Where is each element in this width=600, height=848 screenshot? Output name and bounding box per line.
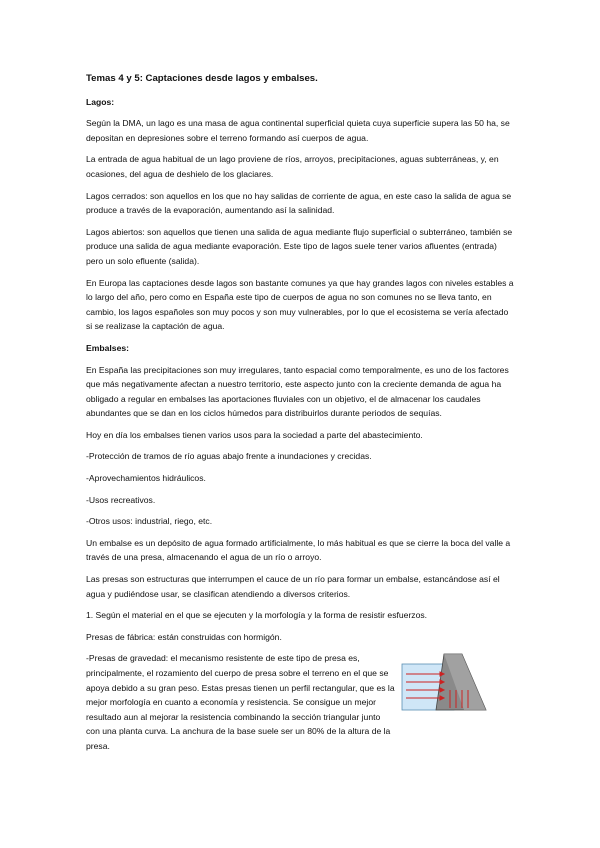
gravity-dam-diagram-icon <box>400 650 488 712</box>
section-heading-embalses: Embalses: <box>86 342 129 353</box>
paragraph: Presas de fábrica: están construidas con hormigón. <box>86 631 282 642</box>
list-item: -Usos recreativos. <box>86 494 156 505</box>
paragraph: -Presas de gravedad: el mecanismo resistente de este tipo de presa es, principalmente, el rozamiento del cuerpo de presa sobre el terreno en el que se apoya debido a su gran peso. Estas presas tienen un perfil rectangular, que es la mejor morfología en cuanto a economía y resistencia. Se consigue un mejor resultado aun al mejorar la resistencia combinando la sección triangular junto con una planta curva. La anchura de la base suele ser un 80% de la altura de la presa. <box>86 653 395 751</box>
paragraph: Según la DMA, un lago es una masa de agua continental superficial quieta cuya superficie supera las 50 ha, se depositan en depresiones sobre el terreno formando así cuerpos de agua. <box>86 118 510 143</box>
document-title: Temas 4 y 5: Captaciones desde lagos y embalses. <box>86 73 318 84</box>
list-item: -Otros usos: industrial, riego, etc. <box>86 516 213 527</box>
paragraph: 1. Según el material en el que se ejecuten y la morfología y la forma de resistir esfuerzos. <box>86 610 428 621</box>
paragraph: Lagos abiertos: son aquellos que tienen una salida de agua mediante flujo superficial o subterráneo, también se produce una salida de agua mediante evaporación. Este tipo de lagos suele tener varios afluentes (entrada) pero un solo efluente (salida). <box>86 226 513 266</box>
paragraph: Las presas son estructuras que interrumpen el cauce de un río para formar un embalse, estancándose así el agua y pudiéndose usar, se clasifican atendiendo a diversos criterios. <box>86 574 500 599</box>
list-item: -Aprovechamientos hidráulicos. <box>86 473 206 484</box>
paragraph: Lagos cerrados: son aquellos en los que no hay salidas de corriente de agua, en este caso la salida de agua se produce a través de la evaporación, aumentando así la salinidad. <box>86 190 512 216</box>
section-heading-lagos: Lagos: <box>86 96 115 107</box>
paragraph: La entrada de agua habitual de un lago proviene de ríos, arroyos, precipitaciones, aguas subterráneas, y, en ocasiones, del agua de deshielo de los glaciares. <box>86 154 499 179</box>
paragraph: En España las precipitaciones son muy irregulares, tanto espacial como temporalmente, es uno de los factores que más negativamente afectan a nuestro territorio, este aspecto junto con la creciente demanda de agua ha obligado a regular en embalses las aportaciones fluviales con un objetivo, el de almacenar los caudales abundantes que se dan en los ciclos húmedos para distribuirlos durante periodos de sequías. <box>86 364 509 419</box>
paragraph: En Europa las captaciones desde lagos son bastante comunes ya que hay grandes lagos con niveles estables a lo largo del año, pero como en España este tipo de cuerpos de agua no son comunes no se lleva tanto, en cambio, los lagos españoles son muy pocos y son muy vulnerables, por lo que el ecosistema se vería afectado si se realizase la captación de agua. <box>86 277 514 332</box>
paragraph: Un embalse es un depósito de agua formado artificialmente, lo más habitual es que se cierre la boca del valle a través de una presa, almacenando el agua de un río o arroyo. <box>86 537 511 563</box>
paragraph: Hoy en día los embalses tienen varios usos para la sociedad a parte del abastecimiento. <box>86 429 423 440</box>
list-item: -Protección de tramos de río aguas abajo frente a inundaciones y crecidas. <box>86 451 372 462</box>
